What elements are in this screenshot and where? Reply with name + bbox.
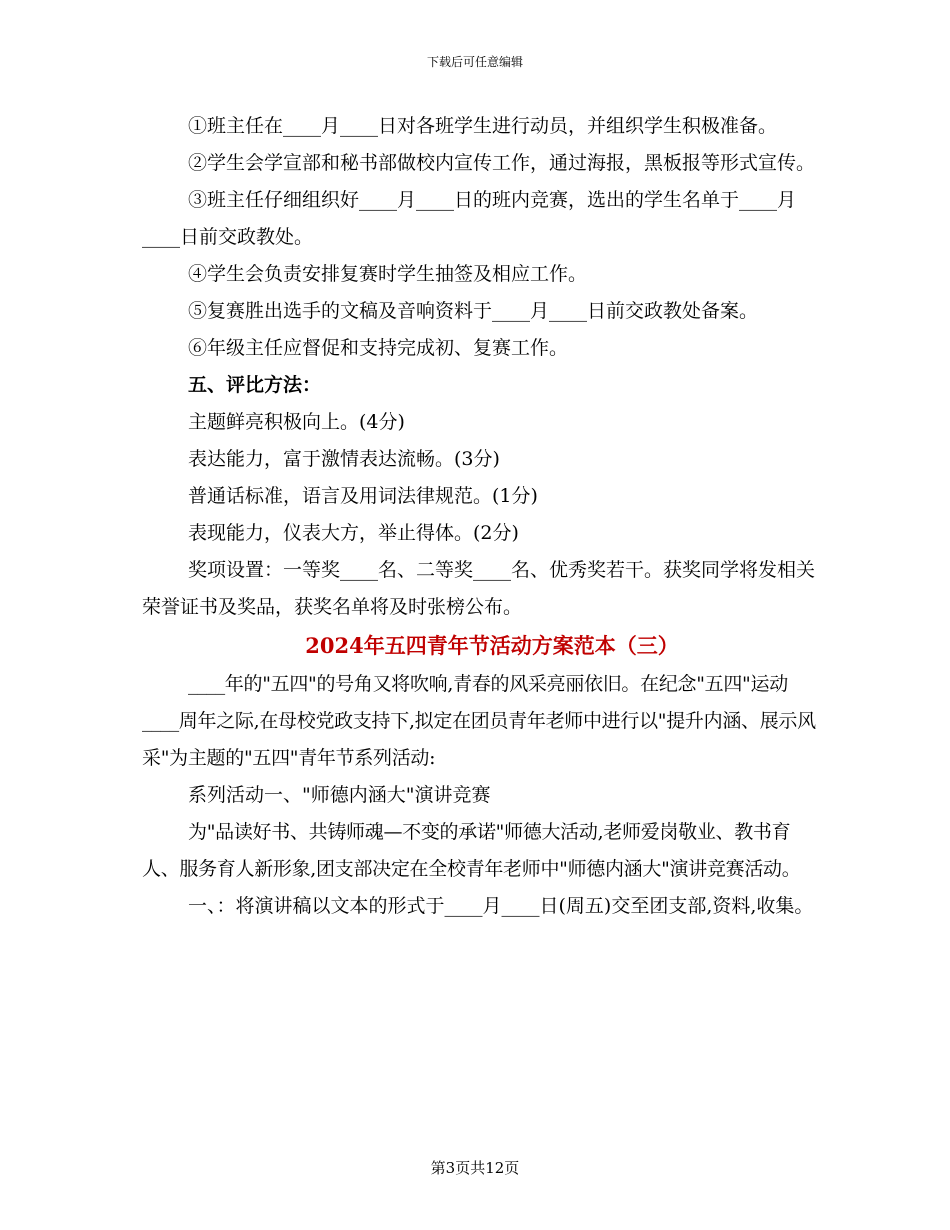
paragraph-3: ③班主任仔细组织好____月____日的班内竞赛，选出的学生名单于____月____日前交政教处。 bbox=[142, 189, 797, 248]
award-settings: 奖项设置：一等奖____名、二等奖____名、优秀奖若干。获奖同学将发相关荣誉证书及奖品，获奖名单将及时张榜公布。 bbox=[142, 559, 816, 618]
intro-paragraph: ____年的"五四"的号角又将吹响,青春的风采亮丽依旧。在纪念"五四"运动____周年之际,在母校党政支持下,拟定在团员青年老师中进行以"提升内涵、展示风采"为主题的"五四"青年节系列活动: bbox=[142, 673, 816, 769]
page-header: 下载后可任意编辑 bbox=[426, 55, 523, 69]
activity-one-heading: 系列活动一、"师德内涵大"演讲竞赛 bbox=[188, 784, 491, 806]
criterion-3: 普通话标准，语言及用词法律规范。(1分) bbox=[188, 485, 538, 507]
criterion-1: 主题鲜亮积极向上。(4分) bbox=[188, 411, 405, 433]
document-body bbox=[142, 108, 822, 925]
step-one: 一、：将演讲稿以文本的形式于____月____日(周五)交至团支部,资料,收集。 bbox=[188, 895, 814, 917]
paragraph-1: ①班主任在____月____日对各班学生进行动员，并组织学生积极准备。 bbox=[188, 115, 778, 137]
paragraph-5: ⑤复赛胜出选手的文稿及音响资料于____月____日前交政教处备案。 bbox=[188, 300, 759, 322]
page-footer: 第3页共12页 bbox=[430, 1159, 520, 1177]
criterion-4: 表现能力，仪表大方，举止得体。(2分) bbox=[188, 522, 519, 544]
section-heading-evaluation: 五、评比方法： bbox=[188, 374, 322, 396]
activity-description: 为"品读好书、共铸师魂—不变的承诺"师德大活动,老师爱岗敬业、教书育人、服务育人新形象,团支部决定在全校青年老师中"师德内涵大"演讲竞赛活动。 bbox=[142, 821, 801, 880]
criterion-2: 表达能力，富于激情表达流畅。(3分) bbox=[188, 448, 500, 470]
paragraph-6: ⑥年级主任应督促和支持完成初、复赛工作。 bbox=[188, 337, 569, 359]
paragraph-2: ②学生会学宣部和秘书部做校内宣传工作，通过海报，黑板报等形式宣传。 bbox=[188, 152, 816, 174]
section-title: 2024年五四青年节活动方案范本（三） bbox=[305, 633, 679, 658]
paragraph-4: ④学生会负责安排复赛时学生抽签及相应工作。 bbox=[188, 263, 588, 285]
